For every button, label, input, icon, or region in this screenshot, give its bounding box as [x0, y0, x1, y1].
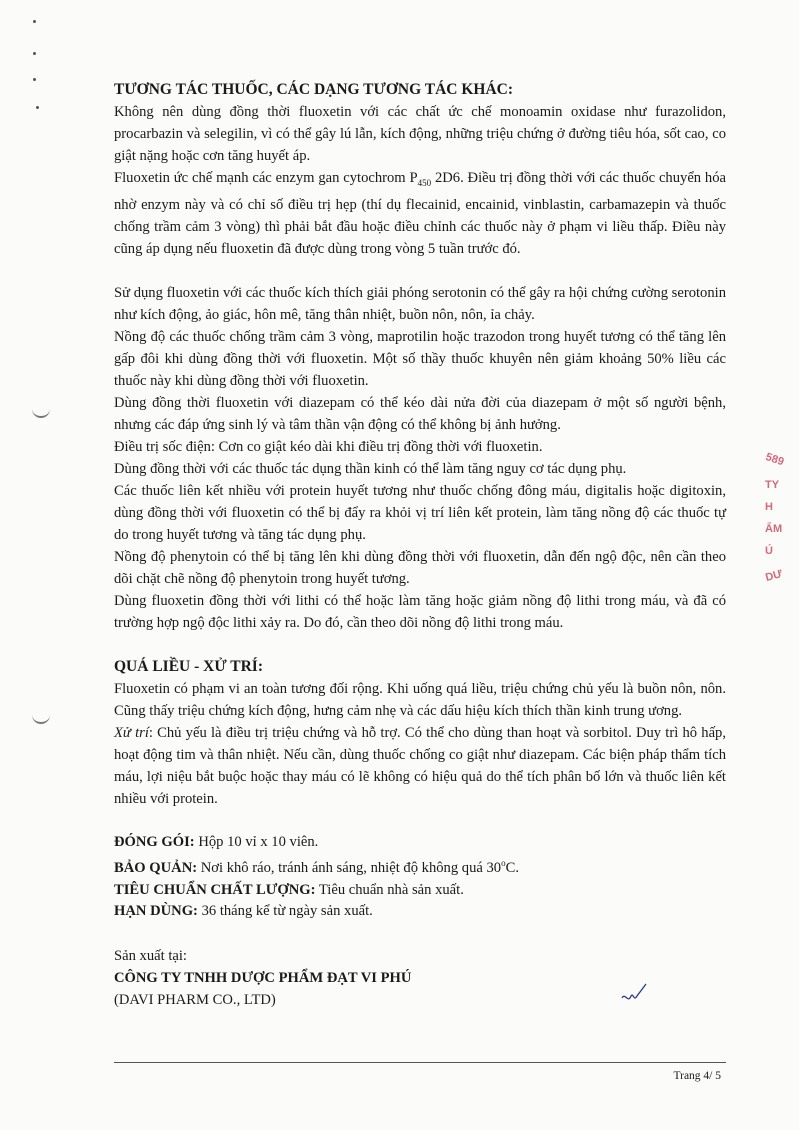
manufacturer-label: Sản xuất tại:	[114, 947, 187, 964]
scan-speck	[33, 20, 36, 23]
field-label: HẠN DÙNG:	[114, 903, 198, 920]
paragraph: Fluoxetin có phạm vi an toàn tương đối rộng. Khi uống quá liều, triệu chứng chủ yếu là buồn nôn, nôn. Cũng thấy triệu chứng kích động, hưng cảm nhẹ và các dấu hiệu kích thích thần kinh trung ương.	[114, 680, 726, 719]
field-label: ĐÓNG GÓI:	[114, 833, 195, 850]
company-stamp	[765, 452, 799, 602]
stamp-text: H	[765, 501, 773, 513]
field-value: Hộp 10 vỉ x 10 viên.	[194, 833, 319, 850]
stamp-text: TY	[765, 479, 780, 491]
scan-speck	[33, 52, 36, 55]
paragraph: Nồng độ phenytoin có thể bị tăng lên khi dùng đồng thời với fluoxetin, dẫn đến ngộ độc, nên cần theo dõi chặt chẽ nồng độ phenytoin trong huyết tương.	[114, 548, 726, 587]
field-value: 36 tháng kể từ ngày sản xuất.	[197, 903, 373, 920]
footer-divider	[114, 1062, 726, 1063]
field-label: BẢO QUẢN:	[114, 860, 198, 877]
paragraph: Dùng fluoxetin đồng thời với lithi có thể hoặc làm tăng hoặc giảm nồng độ lithi trong máu, và đã có trường hợp ngộ độc lithi xảy ra. Do đó, cần theo dõi nồng độ lithi trong máu.	[114, 592, 726, 631]
expiry-line	[114, 901, 726, 923]
subscript: 450	[417, 177, 432, 188]
paragraph: Dùng đồng thời fluoxetin với diazepam có thể kéo dài nửa đời của diazepam ở một số người bệnh, nhưng các đáp ứng sinh lý và tâm thần vận động có thể không bị ảnh hưởng.	[114, 394, 726, 433]
field-value: Tiêu chuẩn nhà sản xuất.	[315, 881, 464, 898]
field-label: TIÊU CHUẨN CHẤT LƯỢNG:	[114, 881, 316, 898]
punch-hole-mark	[32, 712, 50, 724]
packaging-line	[114, 832, 726, 854]
manufacturer-name: CÔNG TY TNHH DƯỢC PHẨM ĐẠT VI PHÚ	[114, 969, 412, 986]
paragraph: Dùng đồng thời với các thuốc tác dụng thần kinh có thể làm tăng nguy cơ tác dụng phụ.	[114, 460, 627, 477]
paragraph: Sử dụng fluoxetin với các thuốc kích thích giải phóng serotonin có thể gây ra hội chứng cường serotonin như kích động, ảo giác, hôn mê, tăng thân nhiệt, buồn nôn, nôn, ỉa chảy.	[114, 284, 726, 323]
stamp-text: 589	[764, 451, 786, 469]
text: Fluoxetin ức chế mạnh các enzym gan cytochrom P	[114, 170, 418, 186]
text: 2D6. Điều trị đồng thời với các thuốc chuyển hóa nhờ enzym này và có chỉ số điều trị hẹp (thí dụ flecainid, encainid, vinblastin, carbamazepin và thuốc chống trầm cảm 3 vòng) thì phải bắt đầu hoặc điều chỉnh các thuốc này ở phạm vi liều thấp. Điều này cũng áp dụng nếu fluoxetin đã được dùng trong vòng 5 tuần trước đó.	[114, 170, 727, 257]
page-number: Trang 4/ 5	[673, 1070, 721, 1082]
stamp-text: Ú	[765, 545, 773, 557]
manufacturer-name-en: (DAVI PHARM CO., LTD)	[114, 991, 276, 1008]
paragraph	[114, 722, 726, 810]
storage-line	[114, 853, 726, 879]
italic-label: Xử trí	[114, 724, 149, 741]
paragraph	[114, 167, 726, 260]
quality-line	[114, 880, 726, 902]
interactions-heading: TƯƠNG TÁC THUỐC, CÁC DẠNG TƯƠNG TÁC KHÁC:	[114, 81, 514, 98]
scan-speck	[36, 106, 39, 109]
text: : Chủ yếu là điều trị triệu chứng và hỗ trợ. Có thể cho dùng than hoạt và sorbitol. Duy trì hô hấp, hoạt động tim và thân nhiệt. Nếu cần, dùng thuốc chống co giật như diazepam. Các biện pháp thẩm tích máu, lợi niệu bắt buộc hoặc thay máu có lẽ không có hiệu quả do thể tích phân bố lớn và thuốc liên kết nhiều với protein.	[114, 724, 726, 807]
document-body	[114, 79, 726, 1011]
paragraph: Các thuốc liên kết nhiều với protein huyết tương như thuốc chống đông máu, digitalis hoặc digitoxin, dùng đồng thời với fluoxetin có thể bị đẩy ra khỏi vị trí liên kết protein, làm tăng nồng độ các thuốc tự do trong huyết tương và tăng tác dụng phụ.	[114, 482, 726, 543]
superscript: o	[501, 858, 506, 869]
punch-hole-mark	[32, 406, 50, 418]
signature-mark	[620, 982, 650, 1010]
overdose-heading: QUÁ LIỀU - XỬ TRÍ:	[114, 657, 263, 675]
field-value: Nơi khô ráo, tránh ánh sáng, nhiệt độ không quá 30	[197, 860, 502, 877]
field-value: C.	[505, 860, 519, 877]
stamp-text: ẨM	[765, 523, 783, 535]
scan-speck	[33, 78, 36, 81]
paragraph: Nồng độ các thuốc chống trầm cảm 3 vòng, maprotilin hoặc trazodon trong huyết tương có thể tăng lên gấp đôi khi dùng đồng thời với fluoxetin. Một số thầy thuốc khuyên nên giảm khoảng 50% liều các thuốc này khi dùng đồng thời với fluoxetin.	[114, 328, 726, 389]
paragraph: Điều trị sốc điện: Cơn co giật kéo dài khi điều trị đồng thời với fluoxetin.	[114, 438, 543, 455]
stamp-text: DƯ	[764, 567, 784, 584]
paragraph: Không nên dùng đồng thời fluoxetin với các chất ức chế monoamin oxidase như furazolidon, procarbazin và selegilin, vì có thể gây lú lẫn, kích động, những triệu chứng ở đường tiêu hóa, sốt cao, co giật nặng hoặc cơn tăng huyết áp.	[114, 104, 726, 164]
